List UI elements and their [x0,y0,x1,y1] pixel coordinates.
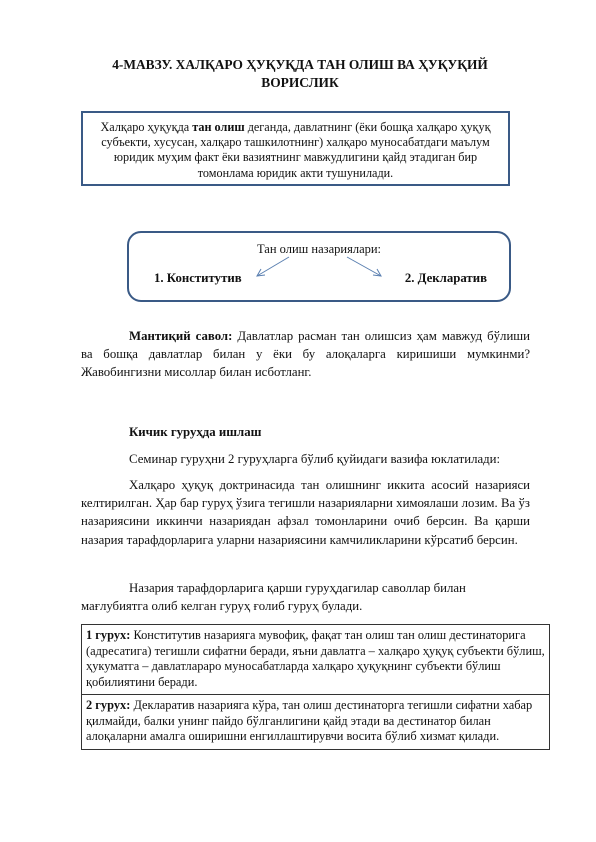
theory-constitutive: 1. Конститутив [154,271,242,285]
table-cell [82,695,550,750]
table-row [82,695,550,750]
page-title: 4-МАВЗУ. ХАЛҚАРО ҲУҚУҚДА ТАН ОЛИШ ВА ҲУҚУҚИЙ ВОРИСЛИК [112,57,488,90]
theories-box [127,231,511,302]
group-work-p3: Назария тарафдорларига қарши гуруҳдагилар саволлар билан мағлубиятга олиб келган гуруҳ ғолиб гуруҳ булади. [81,581,466,614]
logic-question-text: Давлатлар расман тан олишсиз ҳам мавжуд бўлиши ва бошқа давлатлар билан у ёки бу алоқаларга киришиши мумкинми? Жавобингизни мисоллар билан исботланг. [81,329,530,380]
table-cell [82,625,550,695]
group-work-heading: Кичик гуруҳда ишлаш [129,425,262,439]
definition-suffix: деганда, давлатнинг (ёки бошқа халқаро ҳуқуқ субъекти, хусусан, халқаро ташкилотнинг) халқаро муносабатдаги маълум юридик муҳим факт ёки вазиятнинг мавжудлигини қайд этадиган бир томонлама юридик акти тушунилади. [101,120,491,180]
definition-term: тан олиш [192,120,245,134]
definition-prefix: Халқаро ҳуқуқда [100,120,193,134]
group-work-p1: Семинар гуруҳни 2 гуруҳларга бўлиб қуйидаги вазифа юклатилади: [129,452,501,466]
group-1-text: Конститутив назарияга мувофиқ, фақат тан олиш тан олиш дестинаторига (адресатига) тегишли сифатни беради, яъни давлатга – халқаро ҳуқуқ субъекти бўлиш, ҳукуматга – давлатлараро муносабатларда халқаро ҳуқуқнинг субъекти бўлиш қобилиятини беради. [86,628,545,689]
group-2-label: 2 гурух: [86,698,131,712]
theory-declarative: 2. Декларатив [404,271,487,285]
group-work-p1-block [81,450,530,468]
groups-table [81,624,550,750]
logic-question-label: Мантиқий савол: [129,329,233,343]
group-work-p2: Халқаро ҳуқуқ доктринасида тан олишнинг иккита асосий назарияси келтирилган. Ҳар бар гуруҳ ўзига тегишли назарияларни химоялаши лозим. Ва ўз назариясини иккинчи назариядан афзал томонларини очиб берсин. Ва қарши назария тарафдорларига уларни назариясини камчиликларини кўрсатиб берсин. [81,478,530,547]
definition-box [81,111,510,186]
logic-question [81,327,530,382]
group-1-label: 1 гурух: [86,628,131,642]
group-work-heading-block [81,423,530,441]
group-work-p3-block [81,579,530,615]
group-2-text: Декларатив назарияга кўра, тан олиш дестинаторга тегишли сифатни хабар қилмайди, балки унинг пайдо бўлганлигини қайд этади ва дестинатор билан алоқаларни амалга оширишни енгиллаштирувчи восита бўлиб хизмат қилади. [86,698,533,743]
theories-title: Тан олиш назариялари: [256,242,382,256]
group-work-p2-block [81,476,530,549]
table-row [82,625,550,695]
